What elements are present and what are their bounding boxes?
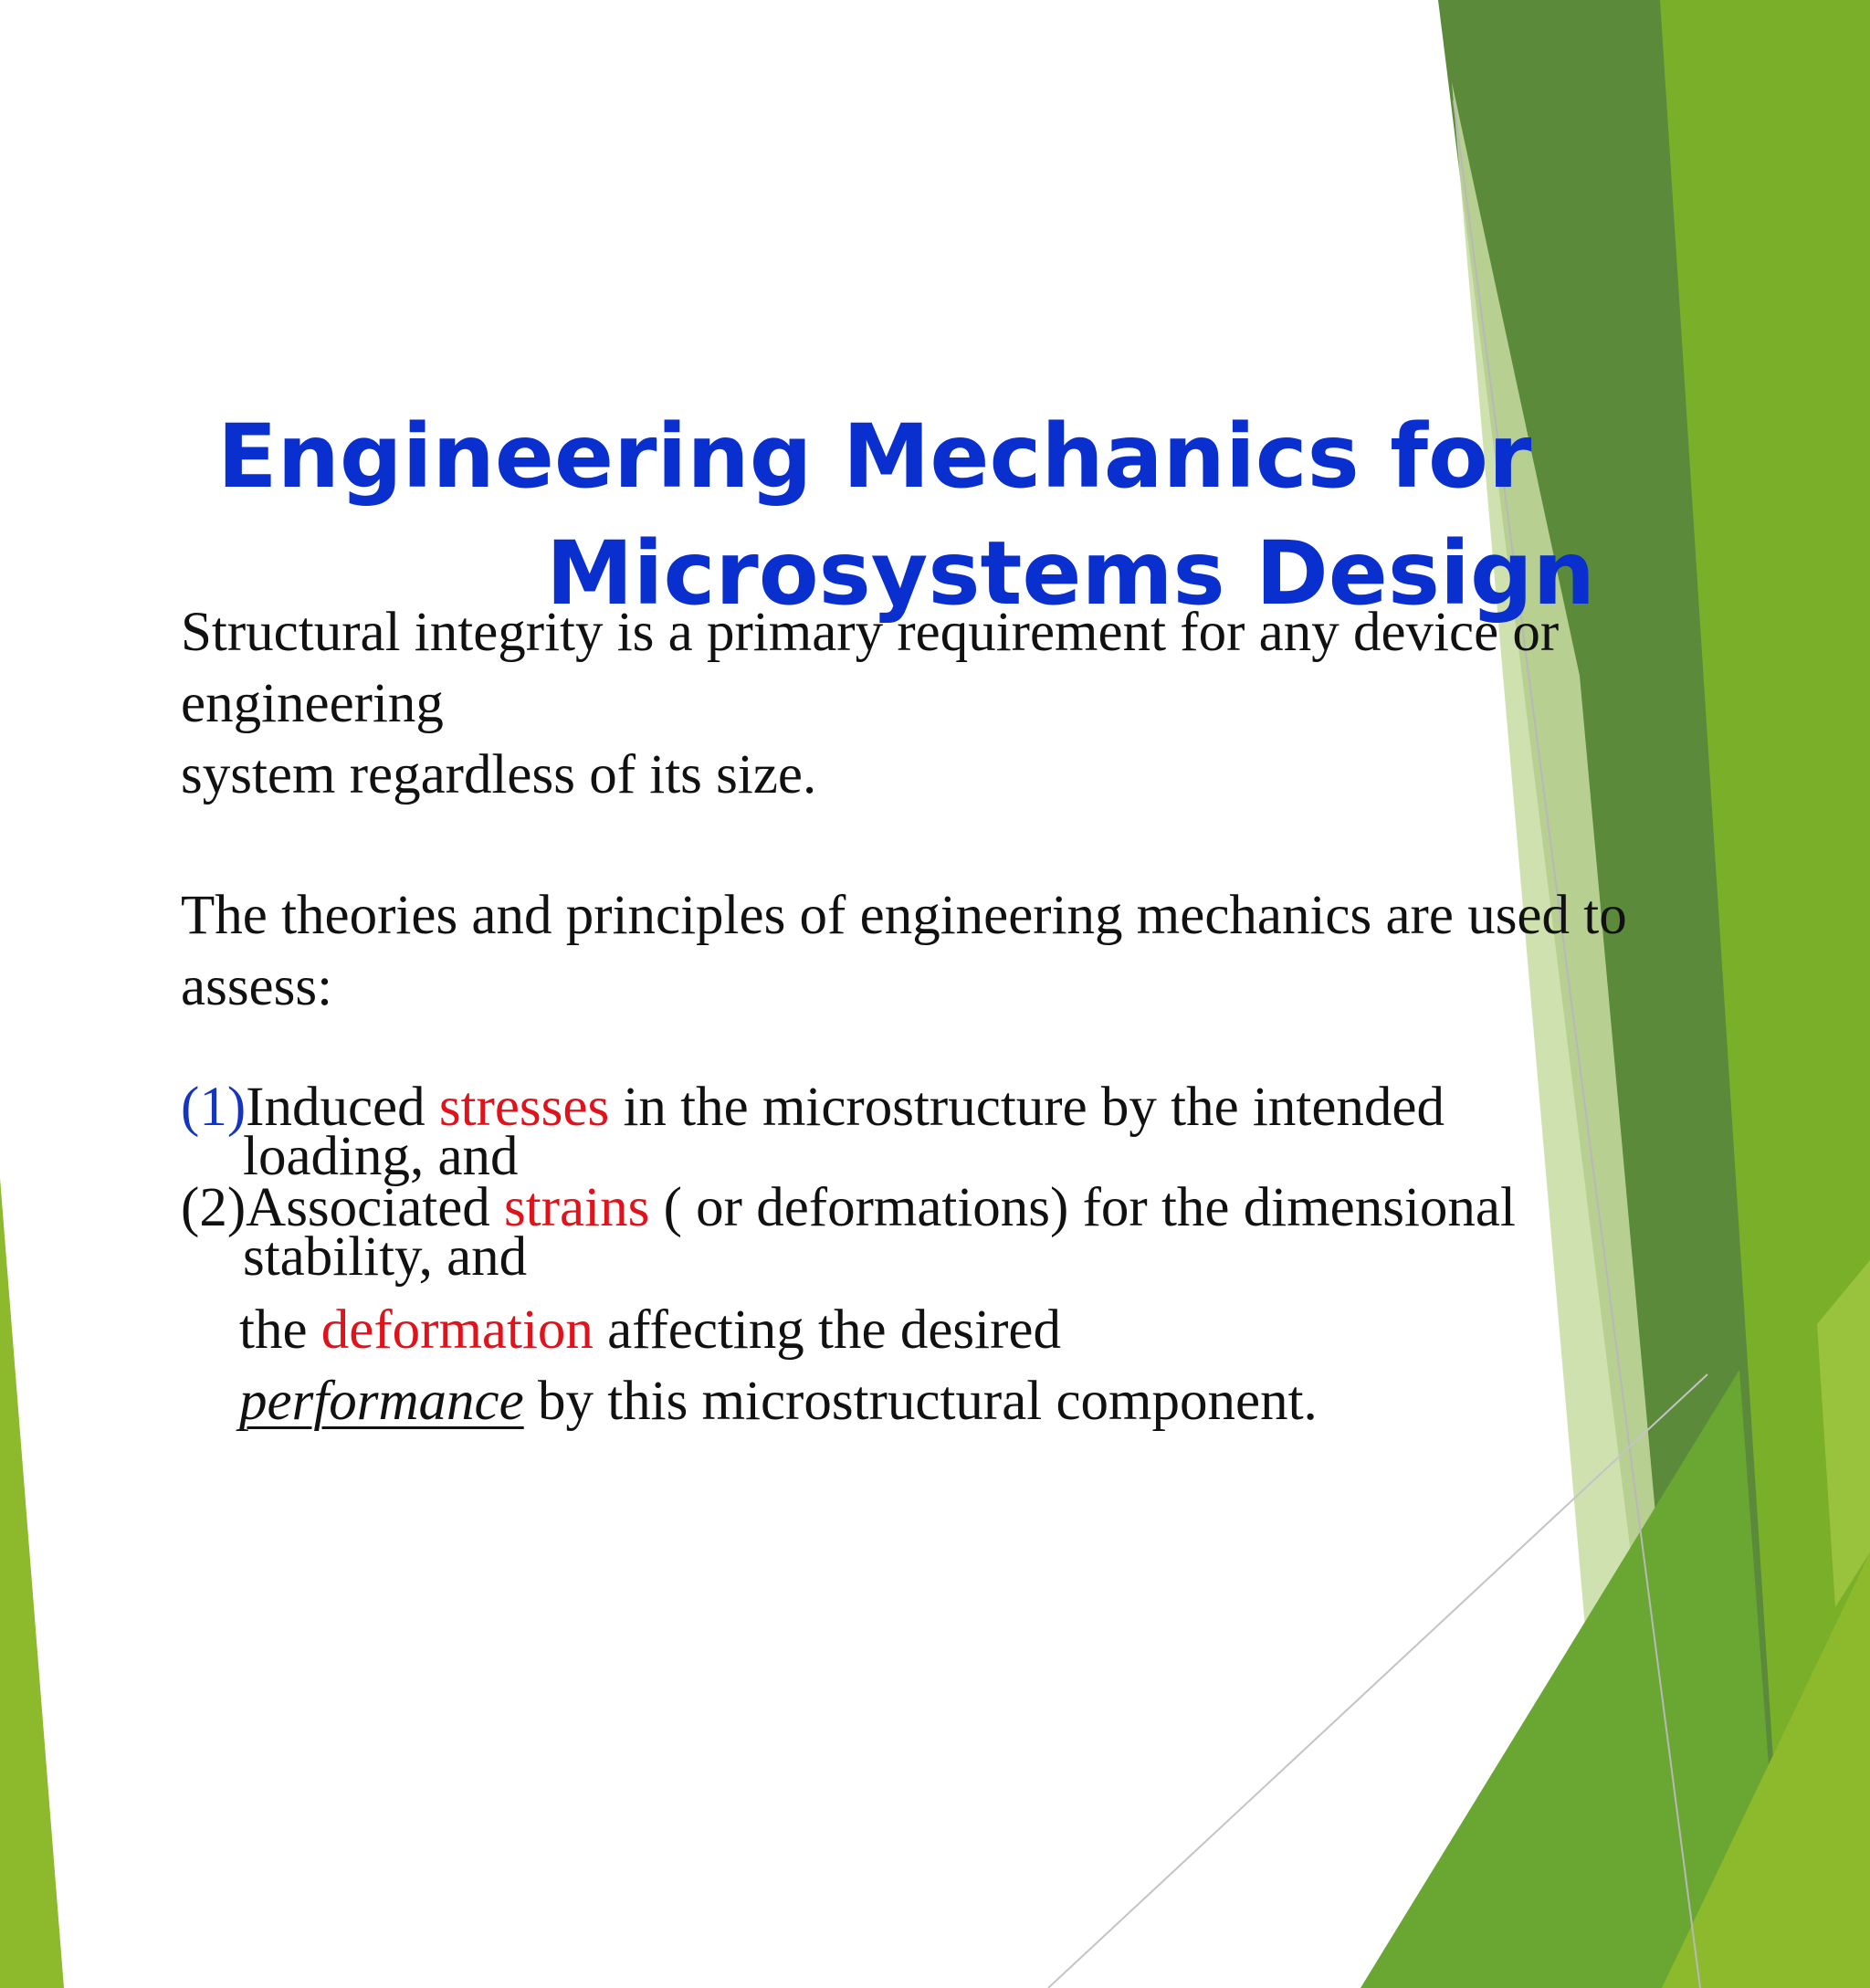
assess-line-1: The theories and principles of engineering mechanics are used to (181, 885, 1627, 946)
closing-text: by this microstructural component. (523, 1371, 1318, 1432)
closing-line-1 (239, 1299, 1061, 1361)
closing-text: affecting the desired (593, 1299, 1061, 1361)
item-number: (1) (181, 1077, 247, 1138)
closing-line-2 (239, 1371, 1318, 1432)
highlight-term: strains (504, 1177, 650, 1238)
emphasized-term: performance (239, 1371, 524, 1432)
slide-title-line-2: Microsystems Design (546, 522, 1595, 625)
item-number: (2) (181, 1177, 247, 1238)
assess-line-2: assess: (181, 956, 333, 1017)
highlight-term: stresses (438, 1077, 610, 1138)
left-green-sliver (0, 1178, 64, 1988)
list-item-2-continuation: stability, and (243, 1226, 528, 1288)
intro-line-3: system regardless of its size. (181, 744, 817, 805)
item-text: Induced (246, 1077, 439, 1138)
highlight-term: deformation (320, 1299, 594, 1361)
slide-title-line-1: Engineering Mechanics for (217, 405, 1532, 508)
item-text: Associated (246, 1177, 505, 1238)
closing-text: the (239, 1299, 321, 1361)
item-text: in the microstructure by the intended (609, 1077, 1445, 1138)
intro-line-2: engineering (181, 673, 444, 734)
item-text: ( or deformations) for the dimensional (649, 1177, 1516, 1238)
list-item-1-continuation: loading, and (243, 1126, 519, 1187)
intro-line-1: Structural integrity is a primary requirement for any device or (181, 602, 1560, 663)
